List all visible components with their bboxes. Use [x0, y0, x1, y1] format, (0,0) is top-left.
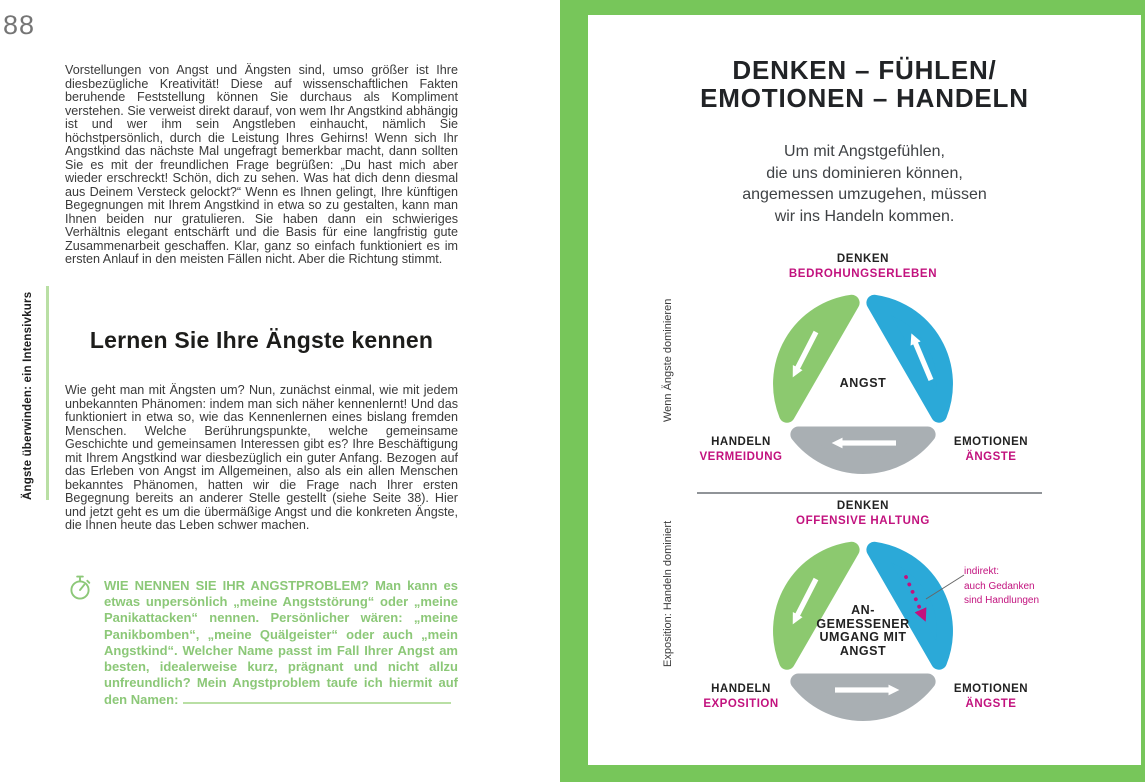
tip-box-text	[104, 578, 458, 709]
d2-annotation	[964, 565, 1054, 609]
diagram2-side-label: Exposition: Handeln dominiert	[662, 520, 674, 667]
sidebar-rule	[46, 286, 49, 500]
page-title-line-2: EMOTIONEN – HANDELN	[700, 83, 1029, 113]
d1-right-label: EMOTIONEN	[953, 436, 1029, 448]
d2-left-label: HANDELN	[711, 683, 771, 695]
petal-denken-handeln	[781, 303, 852, 415]
diagram-divider	[697, 492, 1042, 494]
subtitle-line: angemessen umzugehen, müssen	[742, 186, 987, 203]
annotation-line: indirekt:	[964, 566, 1000, 577]
page-title	[588, 56, 1141, 112]
d1-center-label: ANGST	[839, 376, 887, 390]
d2-center-line: ANGST	[839, 644, 887, 659]
d2-left-sublabel: EXPOSITION	[703, 697, 779, 710]
subtitle-line: die uns dominieren können,	[766, 164, 963, 182]
tip-body: Man kann es etwas unpersönlich „meine Angststörung“ oder „meine Panikattacken“ nennen. Persönlicher wären: „meine Panikbomben“, „meine Quälgeister“ oder auch „mein Angstkind“. Welcher Name passt im Fall Ihrer Angst am besten, idealerweise kurz, prägnant und nicht allzu unfreundlich? Mein Angstproblem taufe ich hiermit auf den Namen:	[104, 578, 458, 708]
body-paragraph-1: Vorstellungen von Angst und Ängsten sind, umso größer ist Ihre diesbezügliche Kreativität! Diese auf wissenschaftlichen Fakten beruhende Feststellung können Sie durchaus als Kompliment verstehen. Sie verweist direkt darauf, von wem Ihr Angstkind abhängig ist und wer ihm sein Angstleben einhaucht, nämlich Sie höchstpersönlich, durch die Leistung Ihres Gehirns! Wenn sich Ihr Angstkind das nächste Mal ungefragt bemerkbar macht, dann sollten Sie es mit der freundlichen Frage begrüßen: „Du hast mich aber wieder erschreckt! Schön, dich zu sehen. Was hat dich denn diesmal aus Deinem Versteck gelockt?“ Wenn es Ihnen gelingt, Ihre künftigen Begegnungen mit Ihrem Angstkind in etwa so zu gestalten, kann man Ihnen beiden nur gratulieren. Sie haben dann ein schwieriges Verhältnis elegant entschärft und die Basis für eine langfristig gute Zusammenarbeit geschaffen. Klar, ganz so einfach funktioniert es im ersten Anlauf in den meisten Fällen nicht. Aber die Richtung stimmt.	[65, 63, 458, 266]
page-subtitle	[588, 141, 1141, 227]
d2-right-sublabel: ÄNGSTE	[965, 697, 1017, 710]
diagram-angst-cycle	[683, 253, 1043, 503]
right-page-frame	[560, 0, 1145, 782]
d2-top-sublabel: OFFENSIVE HALTUNG	[796, 515, 930, 527]
d1-top-label: DENKEN	[836, 253, 890, 265]
diagram-exposition-cycle	[683, 500, 1043, 760]
annotation-line: auch Gedanken	[964, 580, 1035, 592]
stopwatch-icon	[67, 574, 93, 607]
d2-right-labels	[929, 682, 1053, 711]
d1-left-label: HANDELN	[711, 436, 771, 448]
d2-center-line: AN-	[851, 603, 875, 617]
page-number: 88	[3, 10, 36, 40]
d1-top-sublabel: BEDROHUNGSERLEBEN	[788, 268, 938, 280]
diagram1-side-label: Wenn Ängste dominieren	[662, 298, 674, 422]
d1-left-labels	[680, 435, 802, 464]
petal-handeln-emotionen	[798, 435, 927, 466]
d2-top-label: DENKEN	[836, 500, 890, 512]
d1-right-sublabel: ÄNGSTE	[965, 450, 1017, 463]
d2-left-labels	[680, 682, 802, 711]
d2-center-line: GEMESSENER	[816, 616, 910, 631]
d2-center-label	[683, 604, 1043, 659]
tip-lead: WIE NENNEN SIE IHR ANGSTPROBLEM?	[104, 578, 369, 593]
d1-right-labels	[929, 435, 1053, 464]
body-paragraph-2: Wie geht man mit Ängsten um? Nun, zunächst einmal, wie mit jedem unbekannten Phänomen: indem man sich näher kennenlernt! Und das funktioniert in etwa so, wie das Kennenlernen eines bislang fremden Menschen. Welche Berührungspunkte, welche gemeinsame Geschichte und gemeinsamen Interessen gibt es? Ihre Beschäftigung mit Ihrem Angstkind war diesbezüglich ein guter Anfang. Bezogen auf das Erleben von Angst im Allgemeinen, also als ein allen Menschen bekanntes Phänomen, hatten wir die Frage nach Ihrer ersten Begegnung bereits an anderer Stelle gestellt (siehe Seite 38). Hier und jetzt geht es um die übermäßige Angst und die konkreten Ängste, die Ihnen heute das Leben schwer machen.	[65, 383, 458, 532]
petal-emotionen-denken	[874, 303, 945, 415]
section-heading: Lernen Sie Ihre Ängste kennen	[89, 327, 434, 353]
d2-center-line: UMGANG MIT	[819, 630, 907, 645]
d2-right-label: EMOTIONEN	[953, 683, 1029, 695]
annotation-line: sind Handlungen	[964, 595, 1040, 606]
name-fill-line	[183, 691, 451, 704]
petal-handeln-emotionen	[798, 682, 927, 713]
subtitle-line: wir ins Handeln kommen.	[774, 207, 955, 225]
chapter-sidebar-label: Ängste überwinden: ein Intensivkurs	[22, 291, 34, 500]
right-page	[588, 15, 1141, 765]
d1-left-sublabel: VERMEIDUNG	[699, 450, 783, 463]
subtitle-line: Um mit Angstgefühlen,	[784, 143, 945, 160]
page-title-line-1: DENKEN – FÜHLEN/	[732, 55, 997, 85]
